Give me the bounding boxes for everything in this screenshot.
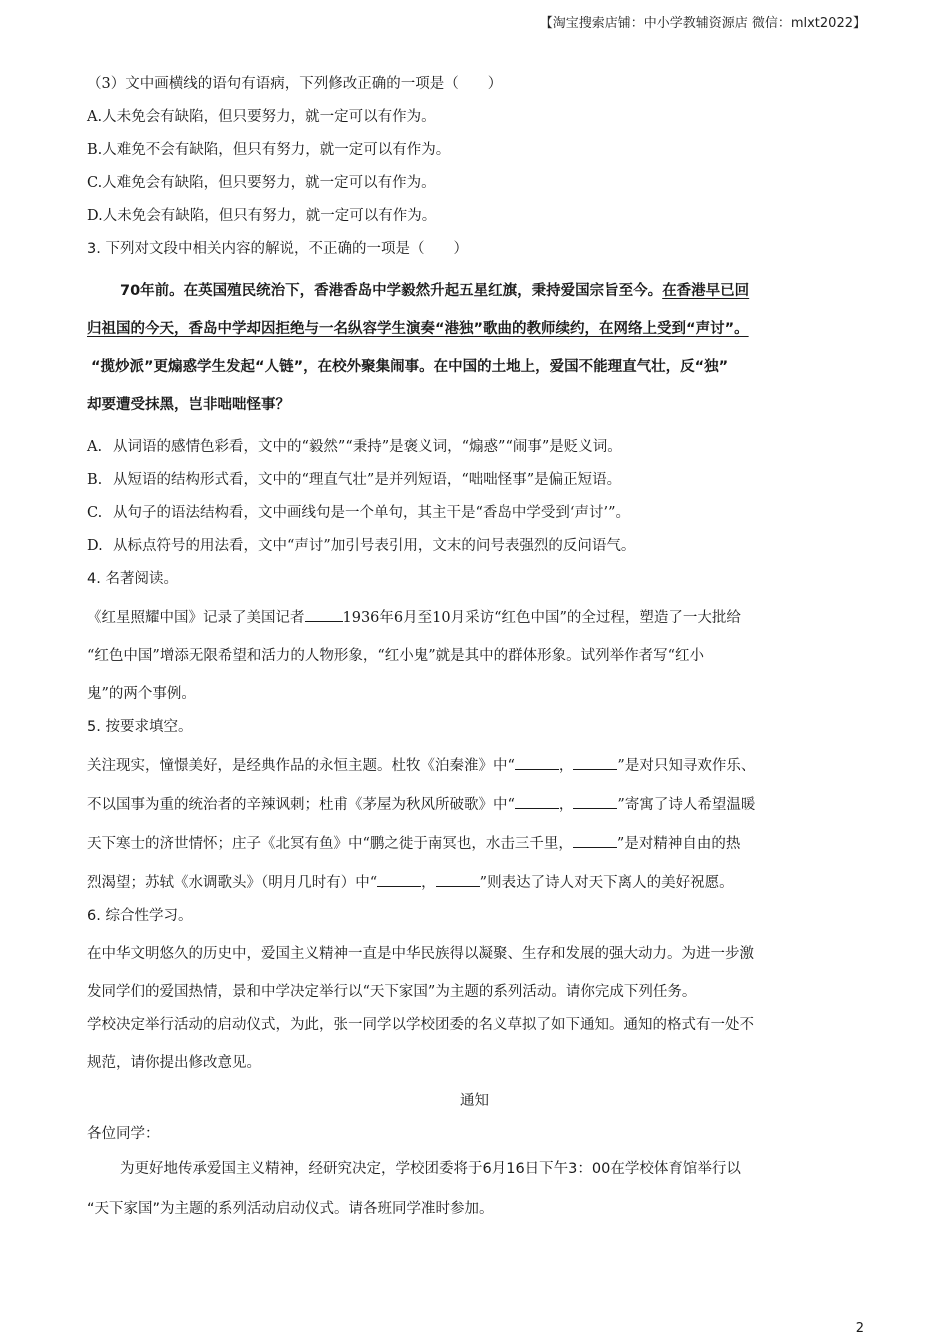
q4-stem-line [87,569,862,589]
document-page [87,74,862,1219]
option-letter: D. [87,538,103,554]
q5-stem-line [87,717,862,737]
header-watermark: 【淘宝搜索店铺：中小学教辅资源店 微信：mlxt2022】 [539,16,866,31]
q3-stem-line [87,239,862,259]
q5-separator: ， [421,875,436,891]
q6-paragraph-line-3: 学校决定举行活动的启动仪式，为此，张一同学以学校团委的名义草拟了如下通知。通知的格式有一处不 [87,1017,754,1033]
option-text: 从句子的语法结构看，文中画线句是一个单句，其主干是“香岛中学受到‘声讨’”。 [113,505,631,521]
q5-text: ”则表达了诗人对天下离人的美好祝愿。 [479,875,734,891]
q6-number: 6. [87,908,101,924]
q5-text: ”是对只知寻欢作乐、 [617,758,756,774]
q6-stem: 综合性学习。 [105,908,193,924]
option-text: 从标点符号的用法看，文中“声讨”加引号表引用，文末的问号表强烈的反问语气。 [113,538,636,554]
q6-paragraph-line-2: 发同学们的爱国热情，景和中学决定举行以“天下家国”为主题的系列活动。请你完成下列任务。 [87,984,697,1000]
option-letter: B. [87,472,103,488]
q5-text: ”寄寓了诗人希望温暖 [617,797,756,813]
notice-body-line-1: 为更好地传承爱国主义精神，经研究决定，学校团委将于6月16日下午3：00在学校体育馆举行以 [120,1161,741,1177]
q5-number: 5. [87,719,101,735]
notice-salutation: 各位同学： [87,1126,160,1142]
q2-3-option-c: C.人难免会有缺陷，但只要努力，就一定可以有作为。 [87,175,436,191]
q4-blank[interactable] [305,607,343,622]
q6-stem-line [87,906,862,926]
q5-separator: ， [558,797,574,813]
q5-stem: 按要求填空。 [105,719,193,735]
q4-line-1-end: 1936年6月至10月采访“红色中国”的全过程，塑造了一大批给 [342,610,741,626]
q5-blank[interactable] [377,872,421,887]
q5-separator: ， [558,758,574,774]
q5-line-1 [87,755,862,776]
q3-passage-underlined-sentence: 归祖国的今天，香岛中学却因拒绝与一名纵容学生演奏“港独”歌曲的教师续约，在网络上受到“声讨”。 [87,321,749,337]
option-letter: A. [87,439,103,455]
q6-paragraph-line-1: 在中华文明悠久的历史中，爱国主义精神一直是中华民族得以凝聚、生存和发展的强大动力。为进一步激 [87,946,754,962]
q5-line-3 [87,833,862,854]
q3-option-b [87,470,862,490]
q4-stem: 名著阅读。 [105,571,178,587]
q3-passage-line-3: “揽炒派”更煽惑学生发起“人链”，在校外聚集闹事。在中国的土地上，爱国不能理直气壮，反“独” [91,359,729,375]
q5-blank[interactable] [515,794,559,809]
page-number: 2 [855,1321,864,1336]
notice-body-line-2: “天下家国”为主题的系列活动启动仪式。请各班同学准时参加。 [87,1201,494,1217]
q5-text: 关注现实，憧憬美好，是经典作品的永恒主题。杜牧《泊秦淮》中“ [87,758,515,774]
q4-line-2: “红色中国”增添无限希望和活力的人物形象，“红小鬼”就是其中的群体形象。试列举作者写“红小 [87,648,705,664]
q6-paragraph-line-4: 规范，请你提出修改意见。 [87,1055,261,1071]
option-letter: C. [87,505,103,521]
notice-title: 通知 [460,1093,489,1109]
option-text: 从短语的结构形式看，文中的“理直气壮”是并列短语，“咄咄怪事”是偏正短语。 [113,472,622,488]
q5-blank[interactable] [573,755,617,770]
q3-number: 3. [87,241,101,257]
q2-3-option-b: B.人难免不会有缺陷，但只有努力，就一定可以有作为。 [87,142,451,158]
q3-passage-line-2 [87,319,862,339]
q2-3-option-d: D.人未免会有缺陷，但只有努力，就一定可以有作为。 [87,208,437,224]
q4-number: 4. [87,571,101,587]
q5-text: 不以国事为重的统治者的辛辣讽刺；杜甫《茅屋为秋风所破歌》中“ [87,797,515,813]
q3-option-d [87,536,862,556]
q3-passage-plain: 70年前。在英国殖民统治下，香港香岛中学毅然升起五星红旗，秉持爱国宗旨至今。 [120,283,663,299]
q5-blank[interactable] [436,872,480,887]
q5-text: 烈渴望；苏轼《水调歌头》（明月几时有）中“ [87,875,378,891]
q3-option-a [87,437,862,457]
q3-stem: 下列对文段中相关内容的解说，不正确的一项是（ ） [105,241,468,257]
option-text: 从词语的感情色彩看，文中的“毅然”“秉持”是褒义词，“煽惑”“闹事”是贬义词。 [113,439,622,455]
q2-3-option-a: A.人未免会有缺陷，但只要努力，就一定可以有作为。 [87,109,436,125]
q3-passage-line-1 [87,281,862,301]
q5-text: ”是对精神自由的热 [616,836,741,852]
q5-blank[interactable] [515,755,559,770]
q5-line-2 [87,794,862,815]
q5-blank[interactable] [573,794,617,809]
q3-passage-underlined-start: 在香港早已回 [662,283,750,299]
q3-option-c [87,503,862,523]
q5-blank[interactable] [573,833,617,848]
q4-line-1-start: 《红星照耀中国》记录了美国记者 [87,610,305,626]
q2-3-stem: （3）文中画横线的语句有语病，下列修改正确的一项是（ ） [87,76,503,92]
q5-line-4 [87,872,862,893]
q4-line-3: 鬼”的两个事例。 [87,686,196,702]
q5-text: 天下寒士的济世情怀；庄子《北冥有鱼》中“鹏之徙于南冥也，水击三千里， [87,836,573,852]
q4-line-1 [87,607,862,628]
q3-passage-line-4: 却要遭受抹黑，岂非咄咄怪事？ [87,397,290,413]
